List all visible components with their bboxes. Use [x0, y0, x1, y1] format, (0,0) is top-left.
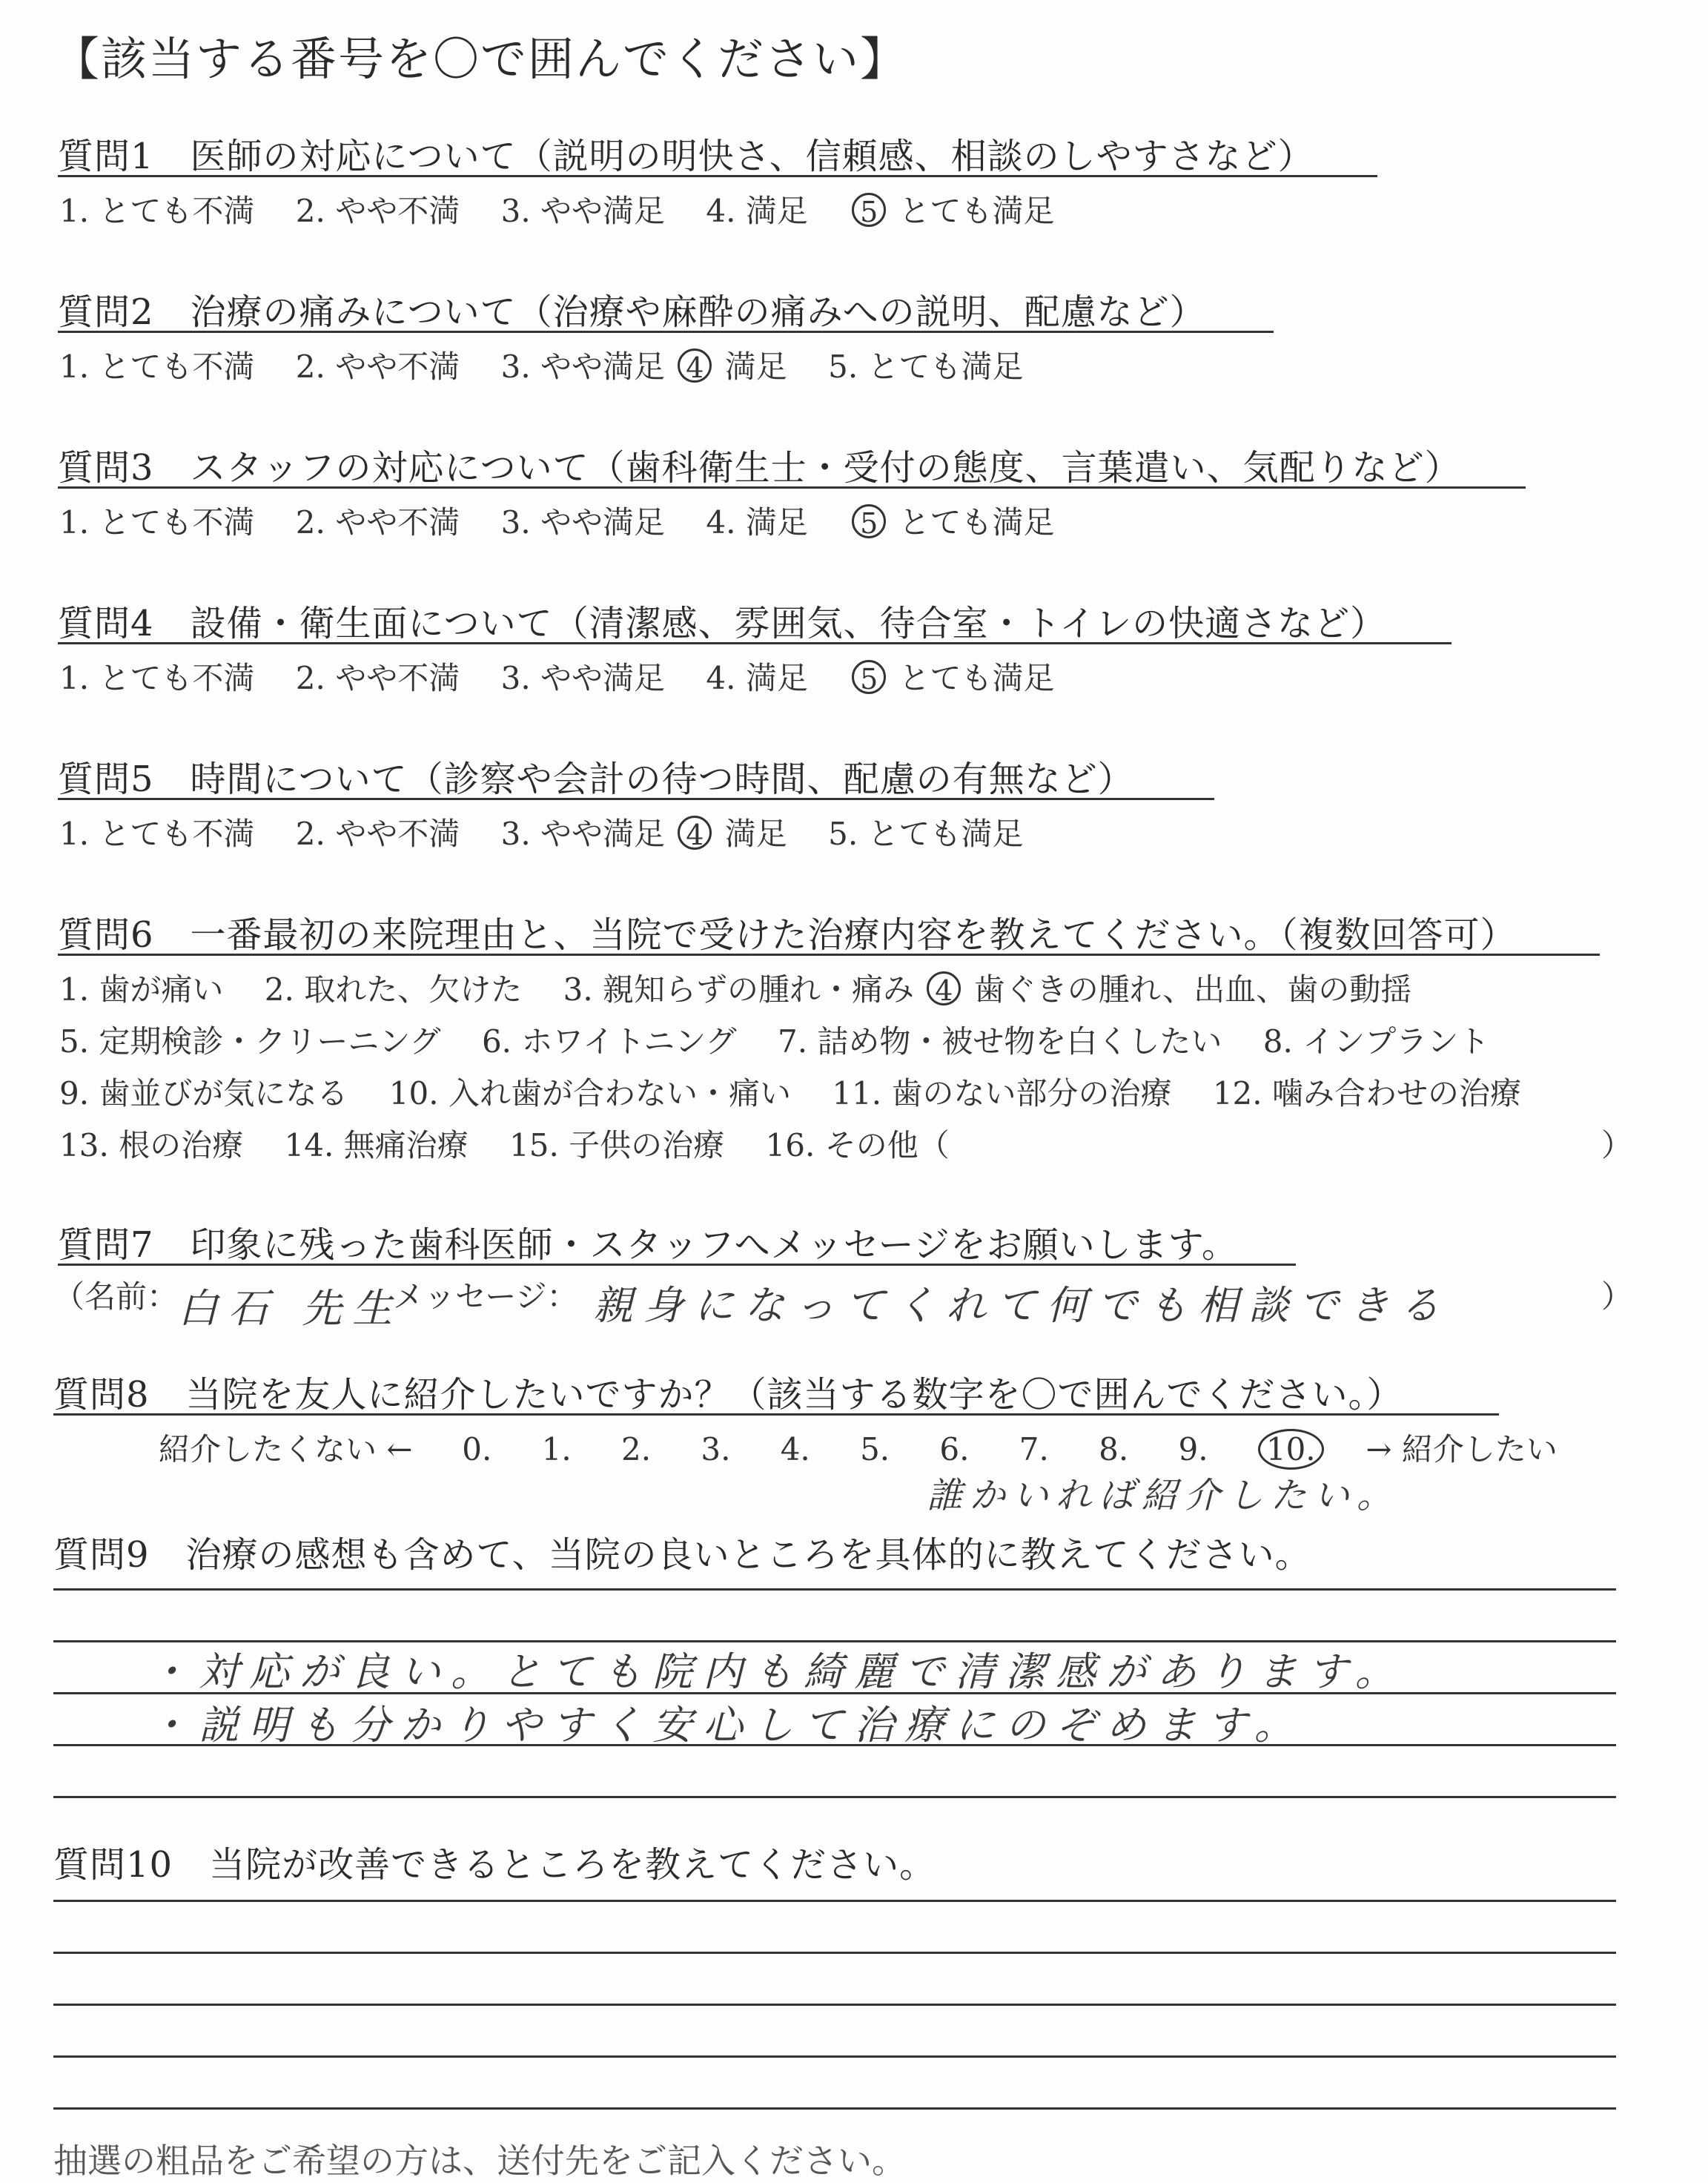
q10-rule-4	[53, 2055, 1616, 2058]
q8-handwritten-note[interactable]: 誰かいれば紹介したい。	[927, 1475, 1400, 1516]
q1-option-1[interactable]: 1. とても不満	[59, 193, 255, 229]
q6-option-4-label: 歯ぐきの腫れ、出血、歯の動揺	[973, 971, 1412, 1008]
q6-option-9[interactable]: 9. 歯並びが気になる	[59, 1075, 348, 1112]
q6-option-7[interactable]: 7. 詰め物・被せ物を白くしたい	[777, 1023, 1222, 1060]
q6-option-6[interactable]: 6. ホワイトニング	[481, 1023, 737, 1060]
q3-underline	[58, 486, 1526, 489]
footer-note: 抽選の粗品をご希望の方は、送付先をご記入ください。	[53, 2141, 906, 2181]
q5-option-4-selected[interactable]: 4 満足	[675, 816, 787, 852]
q3-options	[59, 498, 1055, 543]
q7-title: 質問7 印象に残った歯科医師・スタッフへメッセージをお願いします。	[58, 1224, 1238, 1266]
q7-name-label: （名前：	[53, 1278, 179, 1315]
q8-option-1[interactable]: 1.	[541, 1431, 572, 1467]
q5-options	[59, 810, 1024, 854]
q6-row-4	[59, 1121, 950, 1166]
q10-rule-1	[53, 1900, 1616, 1902]
q7-close: ）	[1601, 1278, 1633, 1315]
q9-answer-line-1[interactable]: ・対応が良い。とても院内も綺麗で清潔感があります。	[148, 1648, 1406, 1695]
q4-underline	[58, 642, 1452, 644]
q6-option-4-selected[interactable]: 4	[927, 971, 961, 1005]
q9-answer-line-2[interactable]: ・説明も分かりやすく安心して治療にのぞめます。	[148, 1702, 1305, 1748]
q2-title: 質問2 治療の痛みについて（治療や麻酔の痛みへの説明、配慮など）	[58, 291, 1206, 333]
q6-option-12[interactable]: 12. 噛み合わせの治療	[1212, 1075, 1521, 1112]
q6-option-3[interactable]: 3. 親知らずの腫れ・痛み	[563, 971, 915, 1008]
q5-option-3[interactable]: 3. やや満足	[500, 816, 666, 852]
q6-option-5[interactable]: 5. 定期検診・クリーニング	[59, 1023, 441, 1060]
q7-message-value[interactable]: 親身になってくれて何でも相談できる	[593, 1282, 1450, 1329]
q6-row-3	[59, 1069, 1521, 1114]
q5-option-1[interactable]: 1. とても不満	[59, 816, 255, 852]
q1-option-5-selected[interactable]: 5 とても満足	[849, 193, 1054, 229]
q8-underline	[53, 1413, 1499, 1416]
page-heading: 【該当する番号を〇で囲んでください】	[53, 32, 908, 86]
q5-title: 質問5 時間について（診察や会計の待つ時間、配慮の有無など）	[58, 759, 1134, 800]
q4-option-3[interactable]: 3. やや満足	[500, 660, 666, 696]
q2-underline	[58, 331, 1274, 333]
q7-underline	[58, 1264, 1296, 1266]
q7-message-label: メッセージ：	[393, 1278, 578, 1315]
q5-option-2[interactable]: 2. やや不満	[295, 816, 460, 852]
q9-title: 質問9 治療の感想も含めて、当院の良いところを具体的に教えてください。	[53, 1534, 1311, 1576]
q8-option-8[interactable]: 8.	[1099, 1431, 1129, 1467]
q6-option-1[interactable]: 1. 歯が痛い	[59, 971, 224, 1008]
q4-option-4[interactable]: 4. 満足	[706, 660, 808, 696]
q6-option-10[interactable]: 10. 入れ歯が合わない・痛い	[388, 1075, 791, 1112]
q6-row-1	[59, 965, 1411, 1010]
q1-option-3[interactable]: 3. やや満足	[500, 193, 666, 229]
q6-option-8[interactable]: 8. インプラント	[1262, 1023, 1490, 1060]
q8-option-3[interactable]: 3.	[701, 1431, 731, 1467]
q5-underline	[58, 798, 1214, 800]
q5-option-5[interactable]: 5. とても満足	[828, 816, 1024, 852]
q2-option-5[interactable]: 5. とても満足	[828, 349, 1024, 385]
q8-left-label: 紹介したくない ←	[159, 1431, 413, 1467]
q8-option-7[interactable]: 7.	[1019, 1431, 1049, 1467]
q7-name-value[interactable]: 白石 先生	[178, 1285, 403, 1332]
q9-rule-1	[53, 1588, 1616, 1591]
q6-option-15[interactable]: 15. 子供の治療	[509, 1127, 725, 1163]
q8-option-2[interactable]: 2.	[620, 1431, 652, 1467]
q8-right-label: → 紹介したい	[1366, 1431, 1558, 1467]
q3-title: 質問3 スタッフの対応について（歯科衛生士・受付の態度、言葉遣い、気配りなど）	[58, 447, 1461, 489]
q8-option-6[interactable]: 6.	[939, 1431, 970, 1467]
q6-underline	[58, 954, 1600, 956]
q6-other-close: ）	[1601, 1127, 1633, 1163]
q8-option-4[interactable]: 4.	[780, 1431, 810, 1467]
q8-option-0[interactable]: 0.	[462, 1431, 492, 1467]
q2-options	[59, 343, 1024, 387]
q3-option-3[interactable]: 3. やや満足	[500, 504, 666, 541]
q3-option-1[interactable]: 1. とても不満	[59, 504, 255, 541]
q8-option-9[interactable]: 9.	[1178, 1431, 1208, 1467]
q2-option-4-selected[interactable]: 4 満足	[675, 349, 787, 385]
q6-option-11[interactable]: 11. 歯のない部分の治療	[832, 1075, 1172, 1112]
q4-options	[59, 654, 1055, 699]
q4-option-1[interactable]: 1. とても不満	[59, 660, 255, 696]
q2-option-3[interactable]: 3. やや満足	[500, 349, 666, 385]
q1-underline	[58, 175, 1377, 177]
q4-title: 質問4 設備・衛生面について（清潔感、雰囲気、待合室・トイレの快適さなど）	[58, 603, 1387, 644]
q1-title: 質問1 医師の対応について（説明の明快さ、信頼感、相談のしやすさなど）	[58, 136, 1314, 177]
q3-option-5-selected[interactable]: 5 とても満足	[849, 504, 1054, 541]
q8-option-10-selected[interactable]: 10.	[1258, 1429, 1324, 1470]
q9-rule-4	[53, 1744, 1616, 1746]
q10-title: 質問10 当院が改善できるところを教えてください。	[53, 1844, 936, 1886]
q6-row-2	[59, 1017, 1489, 1062]
q8-title: 質問8 当院を友人に紹介したいですか？（該当する数字を〇で囲んでください。）	[53, 1374, 1403, 1416]
q1-option-4[interactable]: 4. 満足	[706, 193, 808, 229]
q10-rule-2	[53, 1952, 1616, 1954]
q1-options	[59, 187, 1055, 231]
q2-option-2[interactable]: 2. やや不満	[295, 349, 460, 385]
q4-option-5-selected[interactable]: 5 とても満足	[849, 660, 1054, 696]
q4-option-2[interactable]: 2. やや不満	[295, 660, 460, 696]
q2-option-1[interactable]: 1. とても不満	[59, 349, 255, 385]
q6-option-16[interactable]: 16. その他（	[765, 1127, 950, 1163]
q1-option-2[interactable]: 2. やや不満	[295, 193, 460, 229]
q8-option-5[interactable]: 5.	[860, 1431, 890, 1467]
q10-rule-3	[53, 2004, 1616, 2006]
q6-title: 質問6 一番最初の来院理由と、当院で受けた治療内容を教えてください。（複数回答可）	[58, 914, 1517, 956]
q3-option-4[interactable]: 4. 満足	[706, 504, 808, 541]
q10-rule-5	[53, 2107, 1616, 2110]
q6-option-13[interactable]: 13. 根の治療	[59, 1127, 244, 1163]
q9-rule-5	[53, 1796, 1616, 1798]
q8-scale	[159, 1425, 1558, 1470]
q6-option-2[interactable]: 2. 取れた、欠けた	[264, 971, 523, 1008]
q3-option-2[interactable]: 2. やや不満	[295, 504, 460, 541]
q6-option-14[interactable]: 14. 無痛治療	[284, 1127, 469, 1163]
